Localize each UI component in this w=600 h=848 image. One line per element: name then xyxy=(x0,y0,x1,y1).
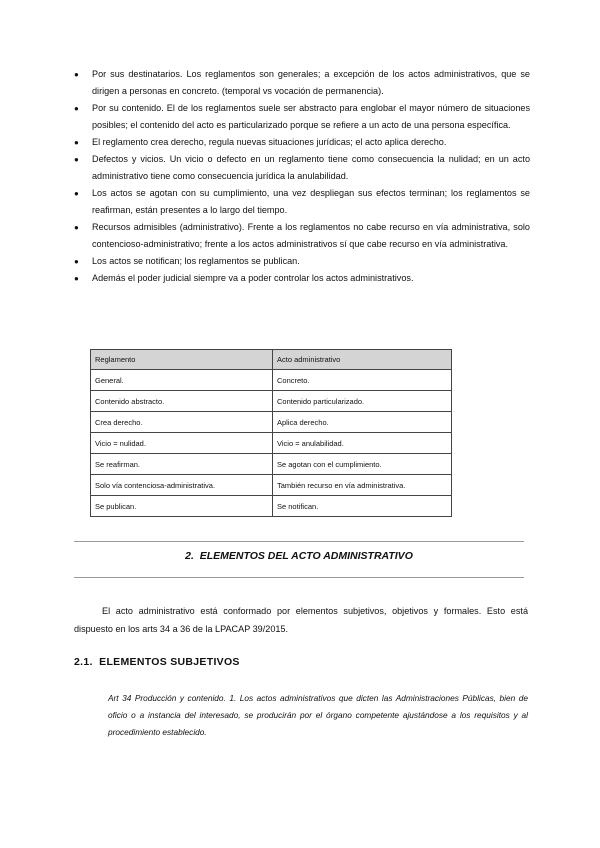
list-item xyxy=(74,185,530,219)
legal-quote: Art 34 Producción y contenido. 1. Los actos administrativos que dicten las Administraciones Públicas, bien de oficio o a instancia del interesado, se producirán por el órgano competente ajustándose a los requisitos y al procedimiento establecido. xyxy=(108,693,528,737)
bullet-icon: ● xyxy=(74,189,79,198)
table-cell: Aplica derecho. xyxy=(273,412,452,433)
section-divider-top xyxy=(74,541,524,542)
bullet-text: Los actos se agotan con su cumplimiento, una vez despliegan sus efectos terminan; los reglamentos se reafirman, están presentes a lo largo del tiempo. xyxy=(92,188,530,215)
table-cell: Se agotan con el cumplimiento. xyxy=(273,454,452,475)
list-item xyxy=(74,270,530,287)
table-header: Reglamento xyxy=(91,350,273,370)
list-item xyxy=(74,134,530,151)
table-row xyxy=(91,391,452,412)
table-cell: General. xyxy=(91,370,273,391)
list-item xyxy=(74,151,530,185)
table-row xyxy=(91,496,452,517)
subsection-heading xyxy=(74,656,240,668)
bullet-icon: ● xyxy=(74,138,79,147)
table-header-row xyxy=(91,350,452,370)
subsection-title: ELEMENTOS SUBJETIVOS xyxy=(99,656,240,668)
table-row xyxy=(91,475,452,496)
table-cell: También recurso en vía administrativa. xyxy=(273,475,452,496)
table-cell: Se publican. xyxy=(91,496,273,517)
table-cell: Se notifican. xyxy=(273,496,452,517)
table-row xyxy=(91,433,452,454)
table-cell: Contenido abstracto. xyxy=(91,391,273,412)
list-item xyxy=(74,100,530,134)
bullet-text: Además el poder judicial siempre va a poder controlar los actos administrativos. xyxy=(92,273,414,283)
bullet-text: El reglamento crea derecho, regula nuevas situaciones jurídicas; el acto aplica derecho. xyxy=(92,137,447,147)
bullet-icon: ● xyxy=(74,155,79,164)
section-divider-bottom xyxy=(74,577,524,578)
bullet-text: Por sus destinatarios. Los reglamentos son generales; a excepción de los actos administrativos, que se dirigen a personas en concreto. (temporal vs vocación de permanencia). xyxy=(92,69,530,96)
bullet-list xyxy=(74,66,530,287)
section-title: ELEMENTOS DEL ACTO ADMINISTRATIVO xyxy=(199,550,413,562)
table-row xyxy=(91,412,452,433)
comparison-table xyxy=(90,349,452,517)
table-cell: Concreto. xyxy=(273,370,452,391)
bullet-text: Los actos se notifican; los reglamentos se publican. xyxy=(92,256,300,266)
table-cell: Contenido particularizado. xyxy=(273,391,452,412)
table-cell: Solo vía contenciosa-administrativa. xyxy=(91,475,273,496)
table-cell: Vicio = anulabilidad. xyxy=(273,433,452,454)
bullet-text: Defectos y vicios. Un vicio o defecto en un reglamento tiene como consecuencia la nulidad; en un acto administrativo tiene como consecuencia jurídica la anulabilidad. xyxy=(92,154,530,181)
bullet-icon: ● xyxy=(74,223,79,232)
bullet-icon: ● xyxy=(74,257,79,266)
bullet-text: Recursos admisibles (administrativo). Frente a los reglamentos no cabe recurso en vía administrativa, solo contencioso-administrativo; frente a los actos administrativos sí que cabe recurso en vía administrativa. xyxy=(92,222,530,249)
table-header: Acto administrativo xyxy=(273,350,452,370)
bullet-icon: ● xyxy=(74,70,79,79)
bullet-icon: ● xyxy=(74,274,79,283)
intro-paragraph: El acto administrativo está conformado por elementos subjetivos, objetivos y formales. Esto está dispuesto en los arts 34 a 36 de la LPACAP 39/2015. xyxy=(74,606,528,634)
bullet-text: Por su contenido. El de los reglamentos suele ser abstracto para englobar el mayor número de situaciones posibles; el contenido del acto es particularizado porque se refiere a un acto de una persona específica. xyxy=(92,103,530,130)
list-item xyxy=(74,219,530,253)
list-item xyxy=(74,66,530,100)
bullet-icon: ● xyxy=(74,104,79,113)
list-item xyxy=(74,253,530,270)
subsection-number: 2.1. xyxy=(74,656,93,668)
table-row xyxy=(91,370,452,391)
table-cell: Vicio = nulidad. xyxy=(91,433,273,454)
table-row xyxy=(91,454,452,475)
section-number: 2. xyxy=(185,550,194,562)
section-heading xyxy=(74,550,524,562)
table-cell: Se reafirman. xyxy=(91,454,273,475)
table-cell: Crea derecho. xyxy=(91,412,273,433)
